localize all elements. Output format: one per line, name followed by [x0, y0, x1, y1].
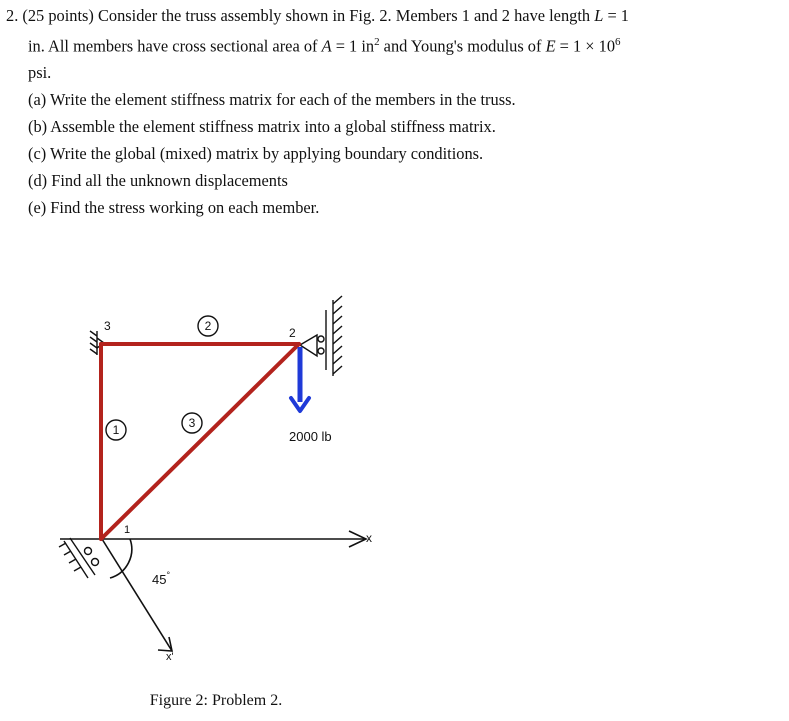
member-label-1: 1: [112, 423, 120, 437]
part-a: (a) Write the element stiffness matrix for each of the members in the truss.: [28, 90, 516, 110]
part-b: (b) Assemble the element stiffness matrix into a global stiffness matrix.: [28, 117, 496, 137]
part-e: (e) Find the stress working on each member.: [28, 198, 320, 218]
figure-caption: Figure 2: Problem 2.: [149, 692, 283, 709]
part-d: (d) Find all the unknown displacements: [28, 171, 288, 191]
node-label-3: 3: [104, 319, 111, 333]
member-label-3: 3: [188, 416, 196, 430]
problem-line-2: in. All members have cross sectional area of A = 1 $in^2$ and Young's modulus of $E = 1 \times 10^6$: [28, 36, 621, 56]
problem-line-1: 2. (25 points) Consider the truss assembly shown in Fig. 2. Members 1 and 2 have length L = 1: [6, 6, 629, 25]
roller-support-node1: [59, 538, 99, 578]
node-label-1: 1: [124, 524, 131, 536]
member-3: [101, 344, 299, 539]
part-c: (c) Write the global (mixed) matrix by applying boundary conditions.: [28, 144, 484, 164]
load-label: 2000 lb: [289, 429, 332, 444]
x-prime-axis-line: [102, 539, 172, 651]
problem-number: 2.: [6, 6, 19, 25]
x-axis-label: x: [366, 531, 372, 545]
problem-line-3: psi.: [28, 63, 52, 83]
node-label-2: 2: [289, 326, 296, 340]
roller-support-node2: [300, 296, 342, 376]
x-prime-label: x': [166, 651, 174, 663]
member-label-2: 2: [204, 319, 212, 333]
angle-label: 45°: [152, 570, 171, 587]
